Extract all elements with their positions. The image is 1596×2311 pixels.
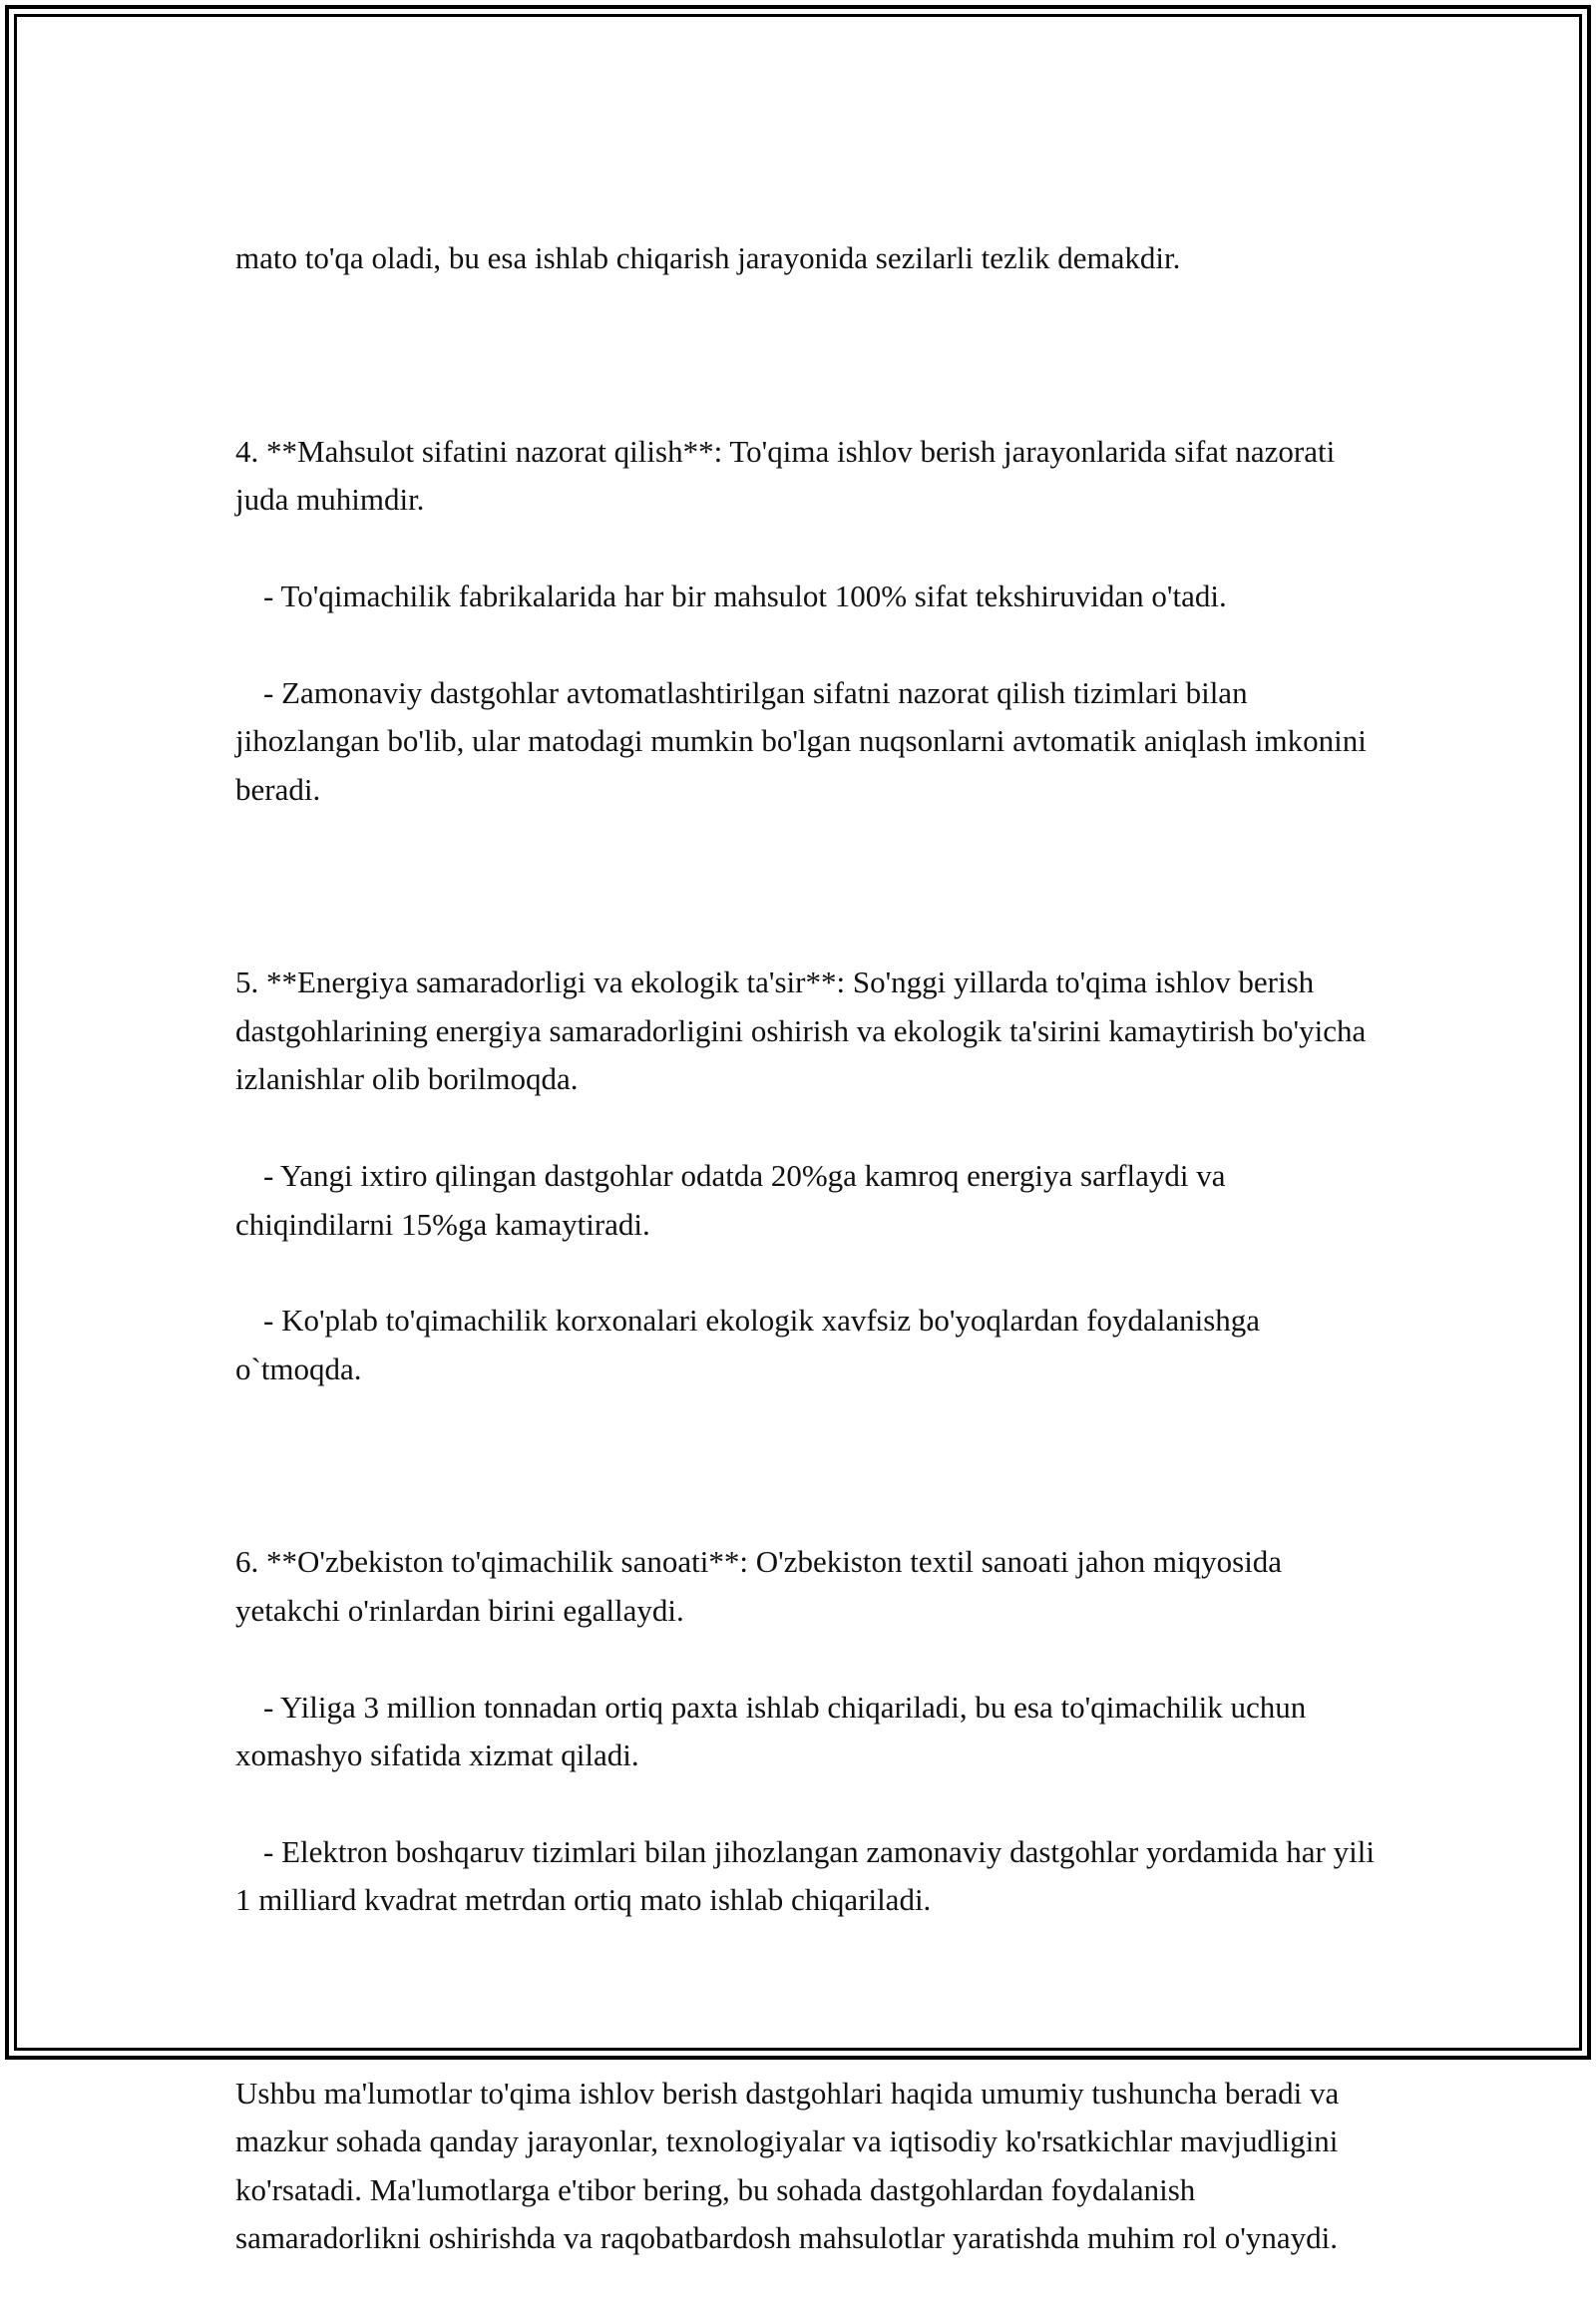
paragraph-continuation: mato to'qa oladi, bu esa ishlab chiqarish jarayonida sezilarli tezlik demakdir. bbox=[235, 240, 1181, 276]
closing-paragraph: Ushbu ma'lumotlar to'qima ishlov berish dastgohlari haqida umumiy tushuncha beradi va mazkur sohada qanday jarayonlar, texnologiyalar va iqtisodiy ko'rsatkichlar mavjudligini ko'rsatadi. Ma'lumotlarga e'tibor bering, bu sohada dastgohlardan foydalanish samaradorlikni oshirishda va raqobatbardosh mahsulotlar yaratishda muhim rol o'ynaydi. bbox=[235, 2075, 1340, 2255]
bullet-text: - Ko'plab to'qimachilik korxonalari ekologik xavfsiz bo'yoqlardan foydalanishga o`tmoqda. bbox=[235, 1303, 1261, 1386]
blank-line bbox=[235, 863, 1383, 911]
bullet-text: - Elektron boshqaruv tizimlari bilan jihozlangan zamonaviy dastgohlar yordamida har yili 1 milliard kvadrat metrdan ortiq mato ishlab chiqariladi. bbox=[235, 1833, 1375, 1918]
section-6-bullet-2 bbox=[235, 1828, 1383, 1925]
section-4-bullet-2 bbox=[235, 669, 1383, 814]
section-5-bullet-2 bbox=[235, 1297, 1383, 1393]
bullet-text: - Yiliga 3 million tonnadan ortiq paxta ishlab chiqariladi, bu esa to'qimachilik uchun xomashyo sifatida xizmat qiladi. bbox=[235, 1689, 1307, 1772]
bullet-text: - To'qimachilik fabrikalarida har bir mahsulot 100% sifat tekshiruvidan o'tadi. bbox=[263, 578, 1227, 614]
section-6-heading-paragraph: 6. **O'zbekiston to'qimachilik sanoati**: O'zbekiston textil sanoati jahon miqyosida yetakchi o'rinlardan birini egallaydi. bbox=[235, 1544, 1283, 1628]
blank-line bbox=[235, 331, 1383, 379]
section-4-heading-paragraph: 4. **Mahsulot sifatini nazorat qilish**: To'qima ishlov berish jarayonlarida sifat nazorati juda muhimdir. bbox=[235, 434, 1336, 518]
section-5-bullet-1 bbox=[235, 1152, 1383, 1249]
blank-line bbox=[235, 1442, 1383, 1490]
document-body bbox=[235, 187, 1383, 2311]
bullet-text: - Zamonaviy dastgohlar avtomatlashtirilgan sifatni nazorat qilish tizimlari bilan jihozlangan bo'lib, ular matodagi mumkin bo'lgan nuqsonlarni avtomatik aniqlash imkonini beradi. bbox=[235, 675, 1367, 807]
section-6-bullet-1 bbox=[235, 1684, 1383, 1780]
blank-line bbox=[235, 1973, 1383, 2021]
section-4-bullet-1 bbox=[235, 573, 1383, 620]
section-5-heading-paragraph: 5. **Energiya samaradorligi va ekologik ta'sir**: So'nggi yillarda to'qima ishlov berish dastgohlarining energiya samaradorligini oshirish va ekologik ta'sirini kamaytirish bo'yicha izlanishlar olib borilmoqda. bbox=[235, 964, 1367, 1097]
bullet-text: - Yangi ixtiro qilingan dastgohlar odatda 20%ga kamroq energiya sarflaydi va chiqindilarni 15%ga kamaytiradi. bbox=[235, 1158, 1226, 1242]
